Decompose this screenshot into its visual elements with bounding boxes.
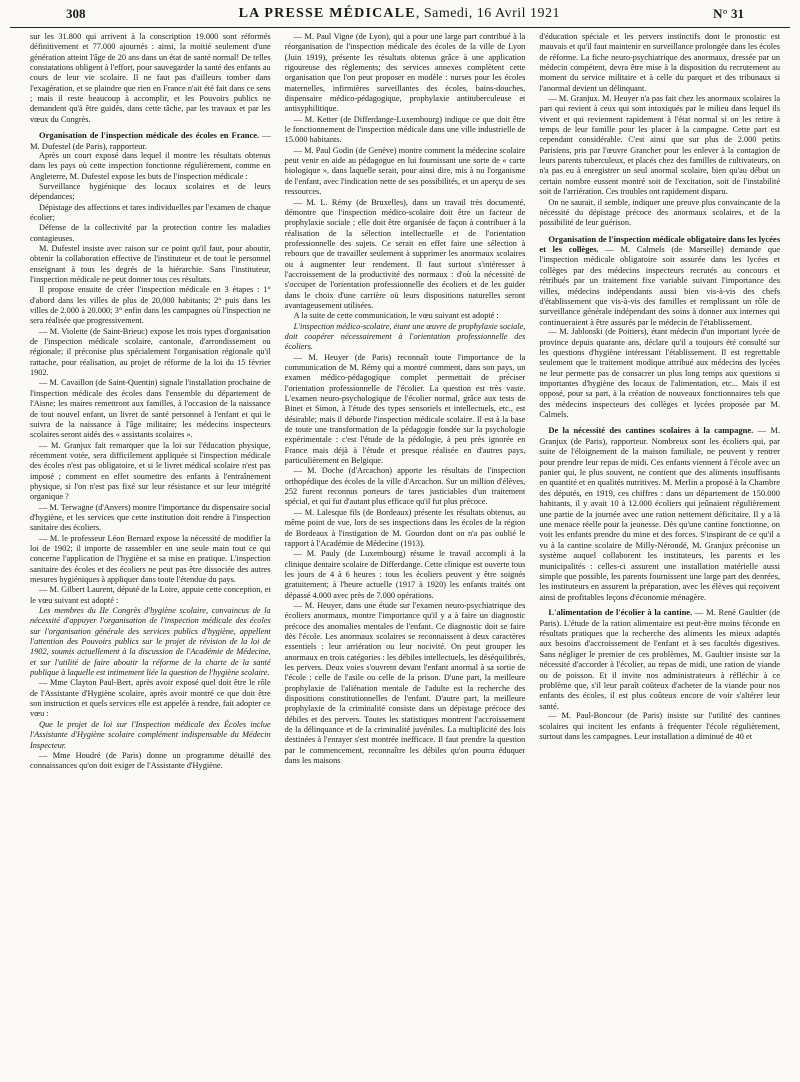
page-number: 308: [66, 5, 86, 21]
paragraph: Il propose ensuite de créer l'inspection médicale en 3 étapes : 1° d'abord dans les villes de plus de 20,000 habitants; 2° puis dans les villes de 2.000 à 20.000; 3° enfin dans les campagnes où l'inspection ne sera réalisée que progressivement.: [30, 285, 271, 326]
section-heading: [539, 234, 780, 328]
article-columns: [30, 32, 780, 1078]
paragraph: A la suite de cette communication, le vœu suivant est adopté :: [293, 311, 499, 321]
paragraph: — M. Terwagne (d'Anvers) montre l'importance du dispensaire social d'hygiène, et les services que cette institution doit rendre à l'inspection sanitaire des écoliers.: [30, 502, 271, 533]
paragraph: Défense de la collectivité par la protection contre les maladies contagieuses.: [30, 223, 271, 243]
paragraph: — Mme Clayton Paul-Bert, après avoir exposé quel doit être le rôle de l'Assistante d'Hygiène scolaire, après avoir montré ce que doit être son instruction et quels services elle est appelée à rendre, fait adopter ce vœu :: [30, 678, 271, 719]
paragraph: — M. Gilbert Laurent, député de la Loire, appuie cette conception, et le vœu suivant est adopté :: [30, 585, 271, 605]
section-heading: [539, 607, 780, 711]
heading-title: L'alimentation de l'écolier à la cantine.: [548, 607, 693, 618]
paragraph: — M. Doche (d'Arcachon) apporte les résultats de l'inspection orthopédique des écoles de la ville d'Arcachon. Sur un million d'élèves, 252 furent reconnus porteurs de tares justiciables d'un traitement spécial, et qui fut d'autant plus efficace qu'il fut plus précoce.: [284, 466, 526, 507]
paragraph: — M. Heuyer (de Paris) reconnaît toute l'importance de la communication de M. Rémy qui a montré comment, dans son pays, un examen médico-pédagogique complet permettait de préciser l'orientation professionnelle de l'écolier. La question est très vaste. L'examen neuro-psychologique de l'écolier normal, grâce aux tests de Binet et Simon, à l'étude des types sensoriels et intellectuels, etc., est désirable; mais il déborde l'inspection médicale scolaire. Il est à la base de toute une transformation de la pédagogie fondée sur la psychologie expérimentale : c'est l'étude de la pédologie, à peu près ignorée en France mais déjà à l'étude et presque réalisée en d'autres pays, particulièrement en Belgique.: [284, 352, 526, 466]
column-3: [539, 32, 780, 1078]
heading-title: Organisation de l'inspection médicale des écoles en France.: [39, 130, 260, 141]
heading-rest: — M. Dufestel (de Paris), rapporteur.: [30, 130, 271, 151]
heading-title: Organisation de l'inspection médicale obligatoire dans les lycées et les collèges.: [539, 233, 781, 254]
section-heading: [539, 425, 780, 602]
paragraph: — M. Cavaillon (de Saint-Quentin) signale l'installation prochaine de l'inspection médicale des écoles dans l'ensemble du département de l'Aisne; les maires remettront aux familles, à l'occasion de la naissance de tout nouvel enfant, un livret de santé personnel à l'enfant et qui le suivra de la naissance à l'âge militaire; les médecins inspecteurs scolaires seront aidés des « assistants scolaires ».: [30, 378, 271, 440]
paragraph: — M. Lalesque fils (de Bordeaux) présente les résultats obtenus, au même point de vue, lors de ses inspections dans les écoles de la région de Bordeaux à l'instigation de M. Gourdon dont on n'a pas oublié le rapport à l'Académie de Médecine (1913).: [284, 507, 526, 548]
paragraph: — M. Granjux fait remarquer que la loi sur l'éducation physique, récemment votée, sera difficilement appliquée si l'inspection médicale des écoles n'est pas obligatoire, et si le livret médical scolaire n'est pas imposé ; comment en effet soumettre des enfants à l'entraînement physique, si l'on n'est pas fixé sur leur résistance et sur leur intégrité organique ?: [30, 440, 271, 502]
heading-rest: — M. Granjux (de Paris), rapporteur. Nombreux sont les écoliers qui, par suite de l'éloignement de la maison familiale, ne peuvent y rentrer pour prendre leur repas de midi. Ces enfants viennent à l'école avec un panier qui, le plus souvent, ne contient que des aliments insuffisants en quantité et en qualités nutritives. M. Merlin a proposé à la Chambre des députés, en 1919, ces chiffres : dans un département de 150.000 habitants, il y avait 10 à 12.000 écoliers qui jeûnaient régulièrement une partie de la journée avec une ration nettement déficitaire. Il y a là une menace réelle pour la jeunesse. Dès qu'une cantine fonctionne, on voit les enfants prendre du mine et des forces. S'inspirant de ce qu'il a vu à la cantine scolaire de Milly-Nérondé, M. Granjux préconise un système auquel collaborent les instituteurs, les parents et les municipalités : celles-ci assurent une installation matérielle aussi simple que possible, les parents fournissent une large part des denrées, les instituteurs en assurent la préparation, avec les élèves qui reçoivent ainsi de profitables leçons d'économie ménagère.: [539, 425, 781, 602]
paragraph: — M. Granjux. M. Heuyer n'a pas fait chez les anormaux scolaires la part qui revient à ceux qui sont intoxiqués par le milieu dans lequel ils vivent et qui reviennent rapidement à l'état normal si on les retire à temps de leur famille pour les placer à la campagne. Cette part est cependant considérable. C'est ainsi que sur plus de 2.000 petits Parisiens, pris par l'œuvre Grancher pour les enlever à la contagion de leurs parents tuberculeux, et placés chez des familles de cultivateurs, on n'a pas eu à enregistrer un seul anormal scolaire, bien qu'au début un certain nombre eussent montré soit de l'excitation, soit de l'instabilité soit de l'arriération. Ces troubles ont rapidement disparu.: [539, 94, 781, 197]
column-1: [30, 32, 271, 1078]
paragraph: sur les 31.800 qui arrivent à la conscription 19.000 sont réformés définitivement et 77.000 ajournés : ainsi, la moitié seulement d'une génération atteint l'âge de 20 ans dans un état de santé normal! De telles constatations obligent à l'effort, pour sauvegarder la santé des enfants au cours de leur vie scolaire. Il ne faut pas d'ailleurs tomber dans l'exagération, et se plaindre que rien en France n'ait été fait dans ce sens ; mais il reste beaucoup à accomplir, et les Pouvoirs publics ne demandent qu'à être guidés, dans cette tâche, par les travaux et par les vœux du Congrès.: [30, 32, 271, 124]
paragraph: d'éducation spéciale et les pervers instinctifs dont le pronostic est mauvais et qu'il faut maintenir en surveillance prolongée dans les écoles de réforme. La fiche neuro-psychiatrique des anormaux, dressée par un médecin compétent, devra être mise à la disposition du recrutement au moment du service militaire et à celle du parquet et des tribunaux si l'anormal devient un délinquant.: [539, 32, 781, 93]
paragraph: — M. Ketter (de Differdange-Luxembourg) indique ce que doit être le fonctionnement de l'inspection médicale dans une ville industrielle de 15.000 habitants.: [284, 114, 526, 145]
column-2: [285, 32, 526, 1078]
resolution-text: Les membres du IIe Congrès d'hygiène scolaire, convaincus de la nécessité d'appuyer l'organisation de l'inspection médicale des écoles sur l'organisation générale des services publics d'hygiène, appellent l'attention des Pouvoirs publics sur le projet de révision de la loi de 1902, soumis actuellement à la discussion de l'Académie de Médecine, et sur l'utilité de faire aboutir la réforme de la charte de la santé publique à laquelle est intimement liée la question de l'hygiène scolaire.: [30, 606, 271, 678]
paragraph: — M. Pauly (de Luxembourg) résume le travail accompli à la clinique dentaire scolaire de Differdange. Cette clinique est ouverte tous les jours de 4 à 6 heures : tous les écoliers peuvent y être soignés gratuitement; à l'heure actuelle (1917 à 1920) les enfants traités ont dépassé 4.000 avec près de 7.000 opérations.: [284, 549, 526, 600]
section-heading: [30, 130, 271, 151]
paragraph: — M. Jablonski (de Poitiers), étant médecin d'un important lycée de province depuis quarante ans, déclare qu'il a toujours été consulté sur les questions d'hygiène intéressant l'établissement. Il est regrettable seulement que le traitement modique attribué aux médecins des lycées ne leur permette pas de consacrer un plus long temps aux questions si importantes d'hygiène des locaux de l'alimentation, etc... Mais il est opposé, pour sa part, à la création de nouveaux fonctionnaires tels que des médecins inspecteurs des collèges et lycées proposée par M. Calmels.: [539, 327, 781, 419]
heading-rest: — M. René Gaultier (de Paris). L'étude de la ration alimentaire est peut-être moins féconde en résultats pratiques que la recherche des aliments les mieux adaptés aux besoins d'accroissement de l'enfant et à ses facultés digestives. Sans négliger le premier de ces problèmes, M. Gaultier insiste sur la nécessité d'accorder à l'écolier, au repas de midi, une ration de viande ou de poisson. Et il invite nos administrateurs à réfléchir à ce problème que, s'il leur paraît coûteux d'acheter de la viande pour nos enfants des écoles, il est plus coûteux encore de voir s'altérer leur santé.: [539, 607, 781, 711]
paragraph: M. Dufestel insiste avec raison sur ce point qu'il faut, pour aboutir, obtenir la collaboration effective de l'instituteur et de tout le personnel enseignant à tous les degrés de la hiérarchie. Sans l'instituteur, l'inspection médicale ne peut donner tous ces résultats.: [30, 244, 271, 285]
resolution-text: Que le projet de loi sur l'Inspection médicale des Écoles inclue l'Assistante d'Hygiène scolaire complément indispensable du Médecin Inspecteur.: [30, 719, 271, 750]
issue-date: , Samedi, 16 Avril 1921: [415, 5, 561, 21]
heading-rest: — M. Calmels (de Marseille) demande que l'inspection médicale obligatoire soit assurée dans les lycées et collèges par des médecins inspecteurs recrutés au concours et rétribués par un traitement fixe variable suivant l'importance des villes, médecins indépendants aussi bien vis-à-vis des chefs d'établissement que vis-à-vis des familles et remplissant un rôle de surveillance générale indépendant des soins à donner aux internes qui continueraient à être assurés par le médecin de l'établissement.: [539, 243, 781, 327]
paragraph: — M. Paul-Boncour (de Paris) insiste sur l'utilité des cantines scolaires qui incitent les enfants à fréquenter l'école régulièrement, surtout dans les campagnes. Leur installation a diminué de 40 et: [539, 711, 781, 741]
paragraph: Après un court exposé dans lequel il montre les résultats obtenus dans les pays où cette inspection fonctionne régulièrement, comme en Angleterre, M. Dufestel expose les buts de l'inspection médicale :: [30, 150, 271, 181]
paragraph: — M. Paul Vigne (de Lyon), qui a pour une large part contribué à la réorganisation de l'inspection médicale des écoles de la ville de Lyon (Juin 1919), présente les résultats obtenus grâce à une application rigoureuse des règlements; des services annexes complètent cette organisation que l'on peut proposer en modèle : nurses pour les écoles maternelles, infirmières surveillantes des écoles, bains-douches, dispensaire médico-pédagogique, prophylaxie antituberculeuse et antisyphilitique.: [284, 32, 526, 114]
heading-title: De la nécessité des cantines scolaires à la campagne.: [548, 425, 754, 436]
paragraph: Dépistage des affections et tares individuelles par l'examen de chaque écolier;: [30, 202, 271, 222]
issue-number: N° 31: [713, 5, 744, 21]
running-header: [10, 0, 790, 28]
paragraph: — M. Paul Godin (de Genève) montre comment la médecine scolaire peut venir en aide au pédagogue en lui fournissant une sorte de « carte biologique », dans laquelle serait, pour ainsi dire, mis à nu l'organisme de l'enfant, avec l'indication nette de ses possibilités, et un aperçu de ses ressources.: [284, 145, 526, 197]
journal-name: LA PRESSE MÉDICALE: [238, 5, 416, 21]
paragraph: — M. le professeur Léon Bernard expose la nécessité de modifier la loi de 1902; il importe de rassembler en une seule main tout ce qui concerne l'application de l'hygiène et sa mise en pratique. L'inspection sanitaire des écoles et des écoliers ne peut pas être dissociée des autres mesures hygiéniques à appliquer dans toute l'étendue du pays.: [30, 533, 271, 584]
running-title: [239, 6, 560, 22]
paragraph: — Mme Houdré (de Paris) donne un programme détaillé des connaissances qu'on doit exiger de l'Assistante d'Hygiène.: [30, 750, 271, 771]
paragraph: — M. Heuyer, dans une étude sur l'examen neuro-psychiatrique des écoliers anormaux, montre l'importance qu'il y a à faire un diagnostic précoce des anomalies mentales de l'enfant. Ce diagnostic doit se faire dès l'école. Les anormaux scolaires se reconnaissent à deux caractères essentiels : leur arriération ou leur nocivité. On peut grouper les anormaux en trois catégories : les débiles intellectuels, les déséquilibrés, les pervers. Deux voies s'ouvrent devant l'enfant anormal à sa sortie de l'école : celle de l'asile ou celle de la prison. D'une part, la meilleure prophylaxie de l'aliénation mentale de l'adulte est la recherche des dispositions constitutionnelles de l'enfant. D'autre part, la meilleure prophylaxie de la criminalité consiste dans un dépistage précoce des débiles et des pervers. Toutes les statistiques montrent l'accroissement de la délinquance et de la criminalité juvéniles. La multiplicité des lois destinées à l'enrayer s'est montrée inefficace. Il faut prendre la question par le commencement, reconnaître les débiles qu'on pourra éduquer dans les maisons: [284, 600, 526, 766]
paragraph: Surveillance hygiénique des locaux scolaires et de leurs dépendances;: [30, 181, 271, 202]
paragraph: On ne saurait, il semble, indiquer une preuve plus convaincante de la nécessité du dépistage précoce des anormaux scolaires, et de la possibilité de leur guérison.: [539, 197, 781, 228]
paragraph: — M. Violette (de Saint-Brieuc) expose les trois types d'organisation de l'inspection médicale scolaire, cantonale, d'arrondissement ou régionale; il préconise plus spécialement l'organisation régionale qu'il rattache, pour réalisation, au projet de réforme de la loi du 15 février 1902.: [30, 326, 271, 378]
paragraph: — M. L. Rémy (de Bruxelles), dans un travail très documenté, démontre que l'inspection médico-scolaire doit être un facteur de prophylaxie sociale ; elle doit être organisée de façon à contribuer à la réalisation de la sélection intellectuelle et de l'orientation professionnelle des sujets. Ce serait en effet faire une sélection à rebours que de travailler seulement à supprimer les anormaux scolaires ou à augmenter leur rendement. Il faut surtout s'intéresser à l'accroissement de la productivité des normaux : d'où la nécessité de s'occuper de l'orientation professionnelle des écoliers et de les guider dans le choix d'une carrière où leurs dispositions naturelles seront avantageusement utilisées.: [284, 197, 526, 310]
resolution-text: L'inspection médico-scolaire, étant une œuvre de prophylaxie sociale, doit coopérer nécessairement à l'orientation professionnelle des écoliers.: [284, 321, 526, 352]
